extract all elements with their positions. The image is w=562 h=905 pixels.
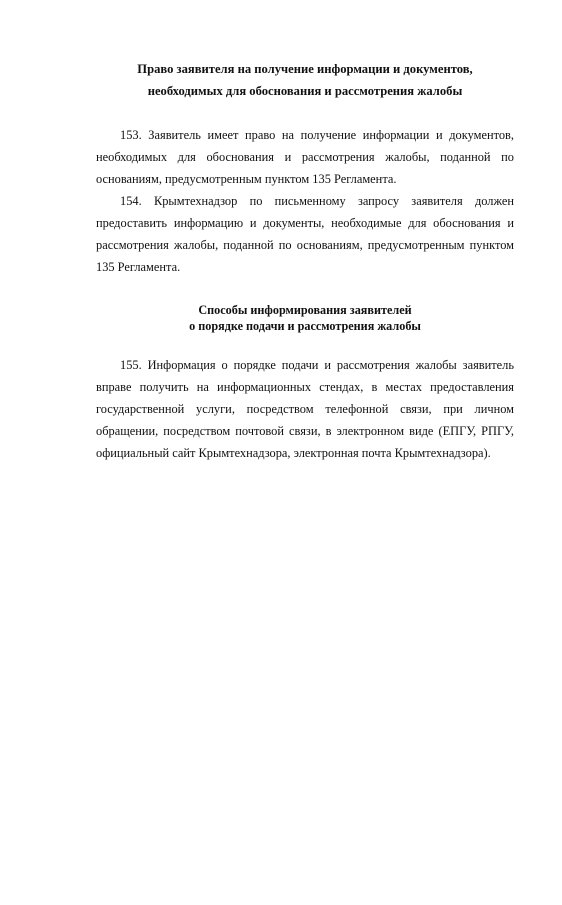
- paragraph-153: 153. Заявитель имеет право на получение информации и документов, необходимых для обоснования и рассмотрения жалобы, поданной по основаниям, предусмотренным пунктом 135 Регламента.: [96, 128, 514, 186]
- heading-line: необходимых для обоснования и рассмотрения жалобы: [147, 84, 463, 98]
- heading-line: Право заявителя на получение информации и документов,: [137, 62, 473, 76]
- paragraph-155: 155. Информация о порядке подачи и рассмотрения жалобы заявитель вправе получить на информационных стендах, в местах предоставления государственной услуги, посредством телефонной связи, при личном обращении, посредством почтовой связи, в электронном виде (ЕПГУ, РПГУ, официальный сайт Крымтехнадзора, электронная почта Крымтехнадзора).: [96, 358, 514, 460]
- heading-line: Способы информирования заявителей: [198, 303, 412, 317]
- section-heading-informing-methods: [96, 302, 514, 334]
- paragraph-154: 154. Крымтехнадзор по письменному запросу заявителя должен предоставить информацию и документы, необходимые для обоснования и рассмотрения жалобы, поданной по основаниям, предусмотренным пунктом 135 Регламента.: [96, 194, 514, 274]
- heading-line: о порядке подачи и рассмотрения жалобы: [189, 319, 421, 333]
- document-content: [96, 58, 514, 464]
- section-heading-right-to-information: [96, 58, 514, 102]
